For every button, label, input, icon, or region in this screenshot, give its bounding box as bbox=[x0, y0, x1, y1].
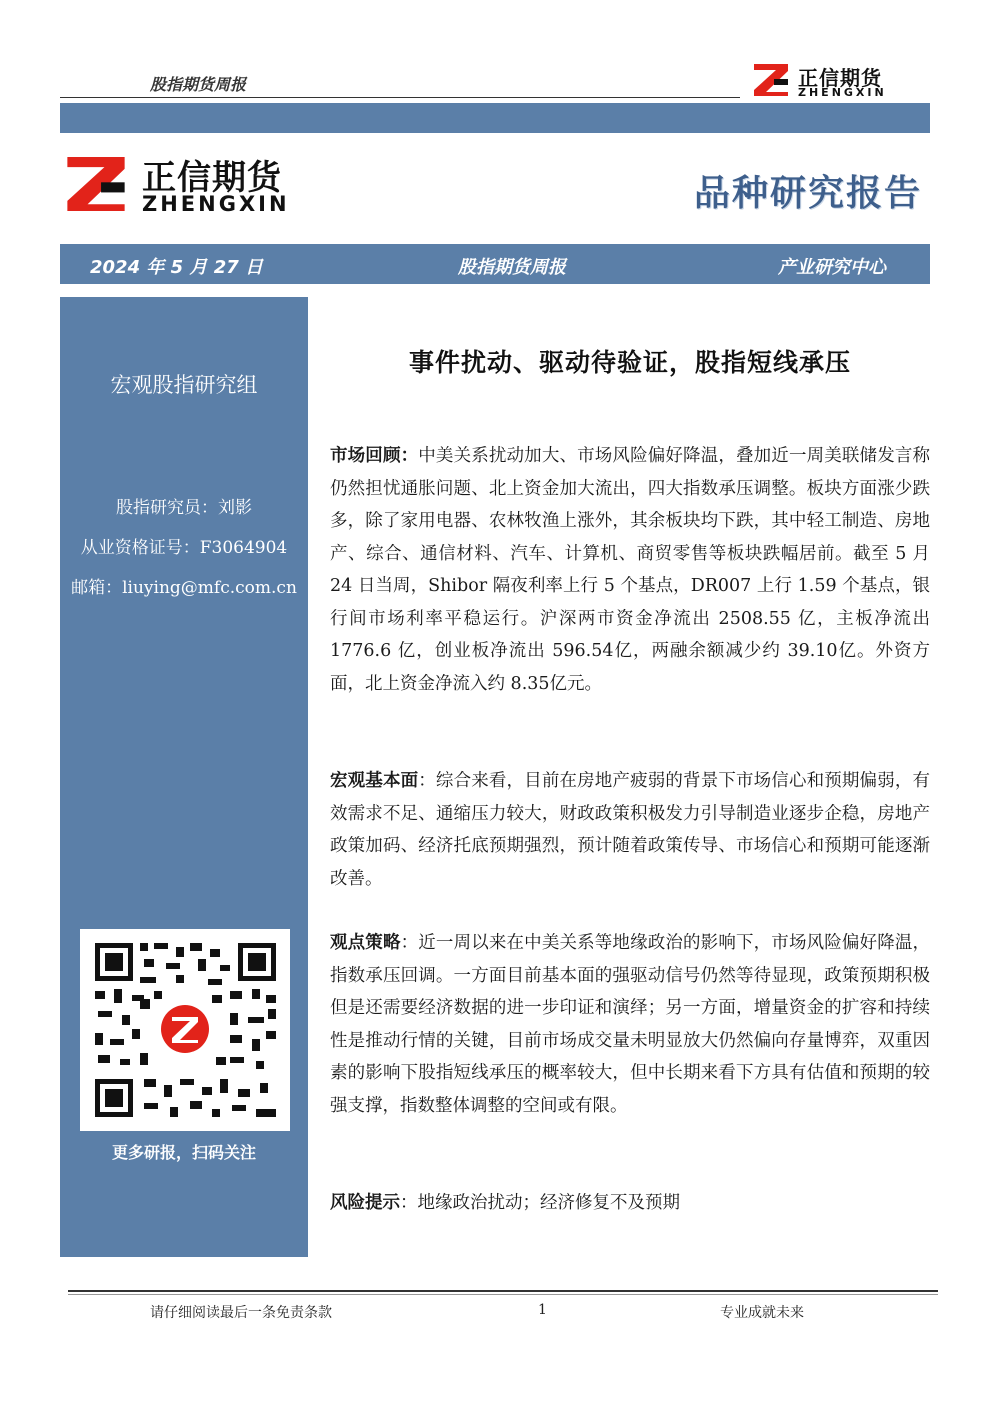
footer-disclaimer[interactable]: 请仔细阅读最后一条免责条款 bbox=[150, 1305, 332, 1321]
footer-rule bbox=[68, 1290, 938, 1292]
footer-rule-thin bbox=[68, 1294, 938, 1295]
header-logo bbox=[752, 62, 902, 102]
info-bar bbox=[60, 244, 930, 284]
brand-en: ZHENGXIN bbox=[142, 192, 290, 216]
qr-caption: 更多研报，扫码关注 bbox=[111, 1143, 256, 1162]
analyst-license: 从业资格证号：F3064904 bbox=[80, 538, 288, 558]
page-number: 1 bbox=[538, 1302, 547, 1318]
qr-code-icon bbox=[80, 929, 290, 1131]
qr-code[interactable] bbox=[80, 929, 290, 1131]
header-brand-en: ZHENGXIN bbox=[798, 86, 887, 99]
header-brand-name: 正信期货 bbox=[798, 66, 882, 90]
team-name: 宏观股指研究组 bbox=[110, 373, 258, 397]
footer-slogan: 专业成就未来 bbox=[720, 1305, 804, 1321]
zhengxin-z-logo-icon bbox=[64, 152, 128, 216]
running-title: 股指期货周报 bbox=[150, 75, 247, 94]
zhengxin-z-logo-icon bbox=[752, 62, 790, 98]
brand-name: 正信期货 bbox=[142, 158, 282, 198]
section-label: 市场回顾： bbox=[330, 446, 419, 466]
analyst-email[interactable]: 邮箱：liuying@mfc.com.cn bbox=[71, 578, 297, 598]
section-label: 风险提示 bbox=[330, 1193, 400, 1213]
section-label: 观点策略 bbox=[330, 933, 401, 953]
header-band bbox=[60, 103, 930, 133]
main-logo bbox=[64, 150, 324, 220]
section-macro bbox=[330, 765, 930, 895]
section-label: 宏观基本面 bbox=[330, 771, 419, 791]
report-department: 产业研究中心 bbox=[778, 257, 886, 278]
section-risk bbox=[330, 1187, 930, 1220]
report-type: 品种研究报告 bbox=[693, 173, 922, 214]
analyst-name: 股指研究员：刘影 bbox=[116, 498, 252, 518]
header-rule bbox=[60, 97, 740, 98]
section-text: ：综合来看，目前在房地产疲弱的背景下市场信心和预期偏弱，有效需求不足、通缩压力较大，财政政策积极发力引导制造业逐步企稳，房地产政策加码、经济托底预期强烈，预计随着政策传导、市场信心和预期可能逐渐改善。 bbox=[330, 771, 931, 889]
section-text: ：地缘政治扰动；经济修复不及预期 bbox=[400, 1193, 680, 1213]
headline: 事件扰动、驱动待验证，股指短线承压 bbox=[408, 348, 851, 377]
report-category: 股指期货周报 bbox=[458, 257, 566, 278]
section-text: ：近一周以来在中美关系等地缘政治的影响下，市场风险偏好降温，指数承压回调。一方面目前基本面的强驱动信号仍然等待显现，政策预期积极但是还需要经济数据的进一步印证和演绎；另一方面，增量资金的扩容和持续性是推动行情的关键，目前市场成交量未明显放大仍然偏向存量博弈，双重因素的影响下股指短线承压的概率较大，但中长期来看下方具有估值和预期的较强支撑，指数整体调整的空间或有限。 bbox=[330, 933, 931, 1116]
section-strategy bbox=[330, 927, 930, 1122]
section-text: 中美关系扰动加大、市场风险偏好降温，叠加近一周美联储发言称仍然担忧通胀问题、北上资金加大流出，四大指数承压调整。板块方面涨少跌多，除了家用电器、农林牧渔上涨外，其余板块均下跌，其中轻工制造、房地产、综合、通信材料、汽车、计算机、商贸零售等板块跌幅居前。截至 5 月 24 日当周，Shibor 隔夜利率上行 5 个基点，DR007 上行 1.59 个基点，银行间市场利率平稳运行。沪深两市资金净流出 2508.55 亿，主板净流出 1776.6 亿，创业板净流出 596.54亿，两融余额减少约 39.10亿。外资方面，北上资金净流入约 8.35亿元。 bbox=[330, 446, 931, 694]
sidebar bbox=[60, 297, 308, 1257]
section-market-review bbox=[330, 440, 930, 700]
report-date: 2024 年 5 月 27 日 bbox=[90, 257, 264, 278]
